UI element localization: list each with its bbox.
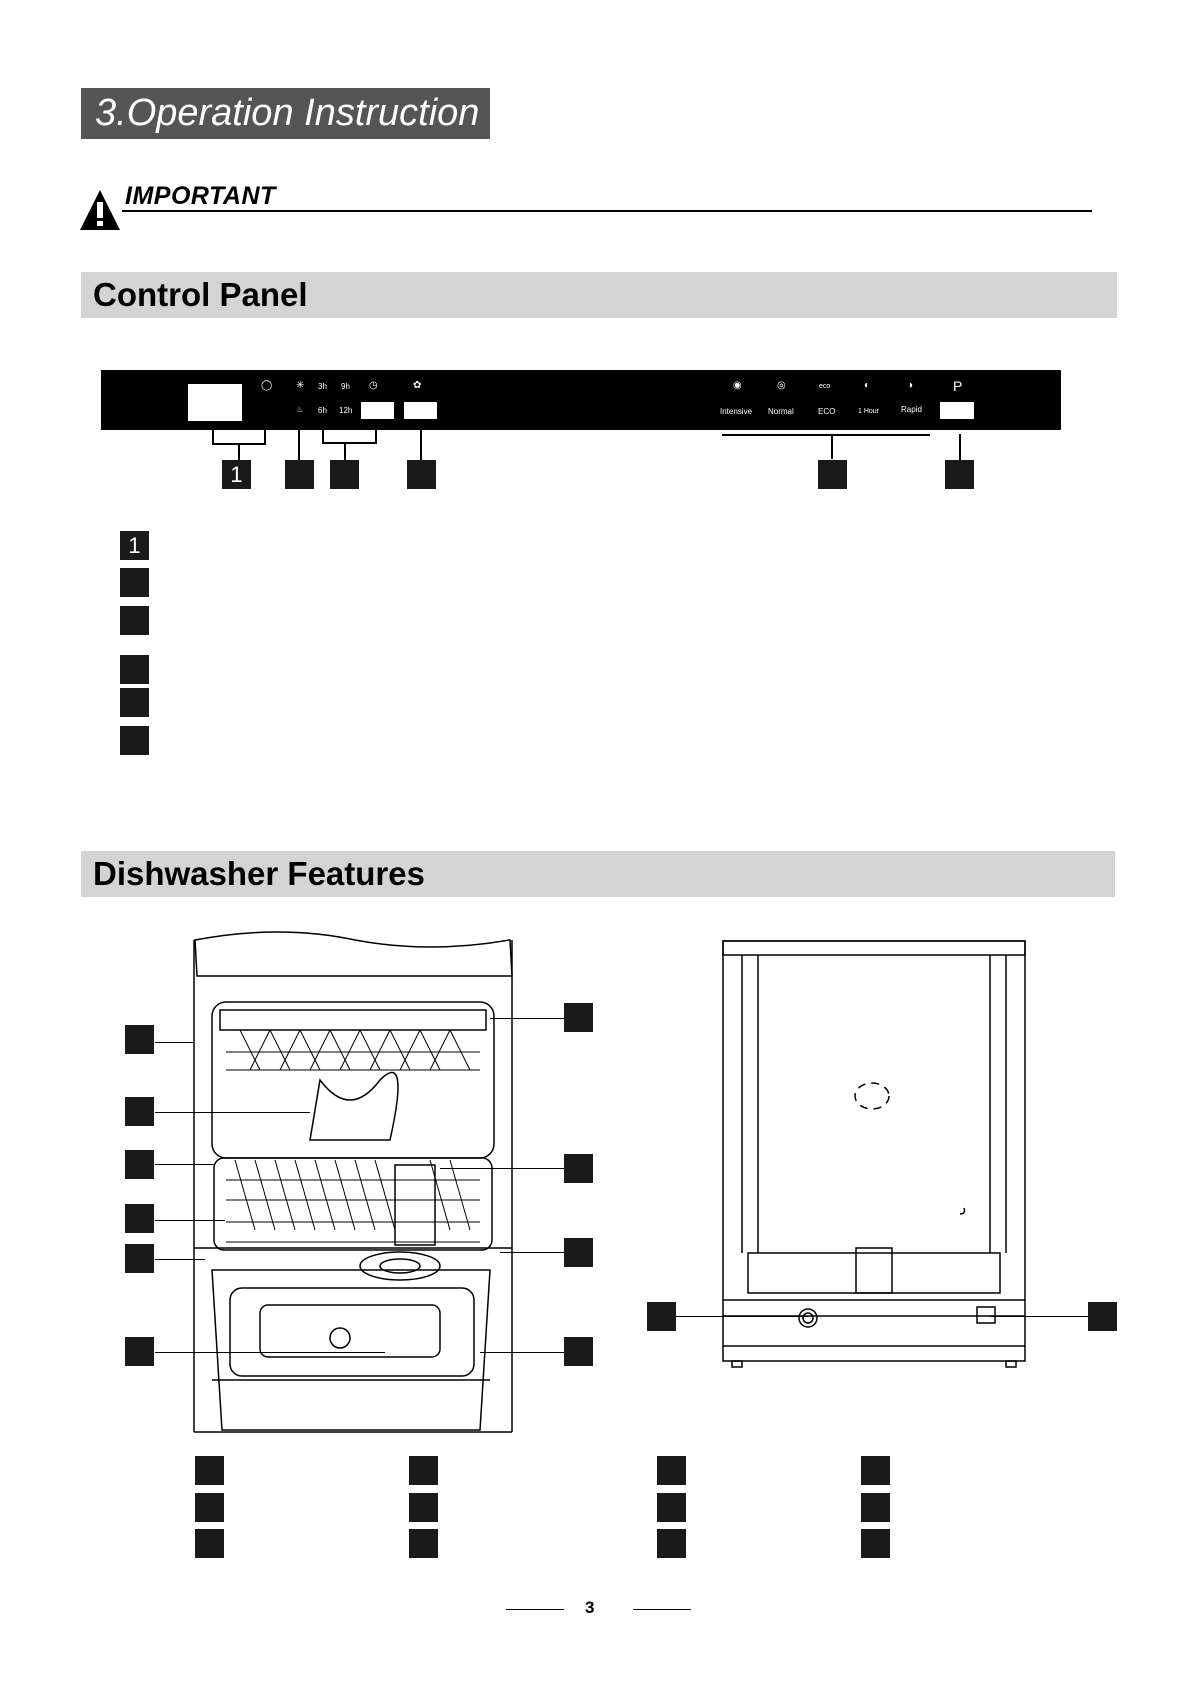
leader-line	[676, 1316, 808, 1317]
legend-box	[861, 1493, 890, 1522]
legend-box	[120, 568, 149, 597]
page-number: 3	[585, 1598, 595, 1617]
callout-box	[125, 1337, 154, 1366]
leader-line	[500, 1252, 564, 1253]
legend-box	[195, 1456, 224, 1485]
legend-box	[657, 1529, 686, 1558]
page-title: 3.Operation Instruction	[81, 88, 490, 139]
clock-icon: ◷	[369, 380, 378, 391]
power-icon[interactable]: ◯	[261, 380, 273, 391]
one-hour-icon: ◐	[864, 380, 871, 391]
legend-box	[120, 726, 149, 755]
warning-icon	[79, 188, 121, 232]
important-divider	[122, 210, 1092, 212]
callout-box	[285, 460, 314, 489]
legend-box	[657, 1456, 686, 1485]
leader-line	[155, 1042, 195, 1043]
rapid-icon: ◑	[907, 380, 914, 391]
callout-1: 1	[222, 460, 251, 489]
leader-line	[831, 434, 833, 459]
leader-line	[722, 434, 930, 436]
callout-box	[564, 1003, 593, 1032]
leader-line	[155, 1220, 225, 1221]
page-number-rule-right	[633, 1609, 691, 1610]
legend-box	[120, 688, 149, 717]
dishwasher-front-illustration	[190, 930, 520, 1436]
leader-line	[420, 430, 422, 460]
legend-box	[120, 606, 149, 635]
leader-line	[322, 442, 377, 444]
callout-box	[647, 1302, 676, 1331]
leader-line	[990, 1316, 1088, 1317]
callout-box	[564, 1337, 593, 1366]
legend-box	[409, 1529, 438, 1558]
important-label: IMPORTANT	[125, 182, 276, 210]
salt-icon: ♨	[296, 405, 304, 414]
callout-box	[564, 1154, 593, 1183]
half-load-icon: ✿	[413, 380, 422, 391]
program-rapid: Rapid	[901, 405, 922, 414]
callout-box	[125, 1097, 154, 1126]
normal-icon: ◎	[777, 380, 786, 391]
program-intensive: Intensive	[720, 407, 753, 416]
program-normal: Normal	[768, 407, 794, 416]
callout-box	[818, 460, 847, 489]
leader-line	[298, 430, 300, 460]
display-window	[188, 384, 242, 421]
delay-3h-label: 3h	[318, 382, 327, 391]
section-dishwasher-features: Dishwasher Features	[81, 851, 1115, 897]
half-load-button[interactable]	[404, 402, 437, 419]
leader-line	[155, 1164, 215, 1165]
leader-line	[238, 443, 240, 461]
leader-line	[344, 443, 346, 461]
legend-box	[120, 655, 149, 684]
callout-box	[945, 460, 974, 489]
callout-box	[564, 1238, 593, 1267]
leader-line	[959, 434, 961, 460]
section-control-panel: Control Panel	[81, 272, 1117, 318]
program-button[interactable]	[940, 402, 974, 419]
program-eco: ECO	[818, 407, 836, 416]
page-number-rule-left	[506, 1609, 564, 1610]
rinse-aid-icon: ✳	[296, 380, 305, 391]
leader-line	[480, 1352, 564, 1353]
callout-box	[407, 460, 436, 489]
delay-12h-label: 12h	[339, 406, 353, 415]
program-1-hour: 1 Hour	[858, 408, 880, 415]
leader-line	[490, 1018, 564, 1019]
delay-9h-label: 9h	[341, 382, 350, 391]
leader-line	[155, 1112, 310, 1113]
delay-button[interactable]	[361, 402, 394, 419]
callout-box	[330, 460, 359, 489]
leader-line	[155, 1352, 385, 1353]
legend-1: 1	[120, 531, 149, 560]
legend-box	[195, 1529, 224, 1558]
eco-icon: eco	[819, 383, 831, 390]
legend-box	[861, 1456, 890, 1485]
legend-box	[657, 1493, 686, 1522]
leader-line	[155, 1259, 205, 1260]
legend-box	[195, 1493, 224, 1522]
callout-box	[125, 1204, 154, 1233]
program-p-label: P	[953, 378, 963, 394]
control-panel-strip	[101, 370, 1061, 430]
callout-box	[125, 1244, 154, 1273]
callout-box	[125, 1025, 154, 1054]
callout-box	[1088, 1302, 1117, 1331]
callout-box	[125, 1150, 154, 1179]
delay-6h-label: 6h	[318, 406, 327, 415]
legend-box	[861, 1529, 890, 1558]
legend-box	[409, 1493, 438, 1522]
intensive-icon: ◉	[733, 380, 742, 391]
legend-box	[409, 1456, 438, 1485]
leader-line	[440, 1168, 564, 1169]
